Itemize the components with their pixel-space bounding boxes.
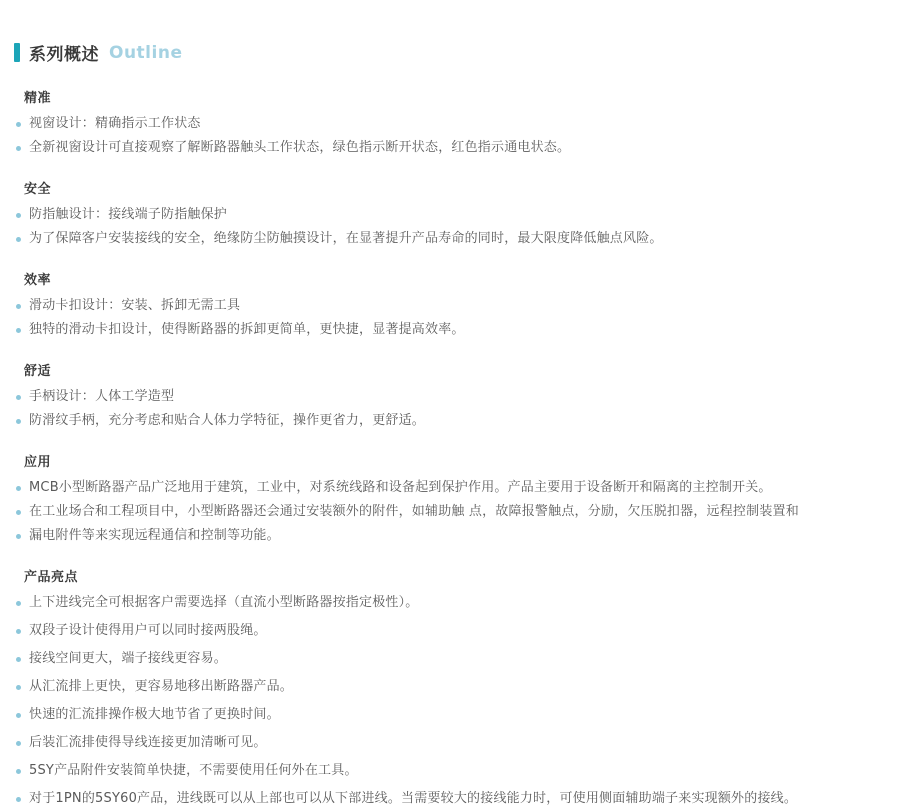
bullet-text: 快速的汇流排操作极大地节省了更换时间。	[29, 707, 280, 722]
bullet-dot-icon	[16, 769, 21, 774]
list-item	[14, 298, 890, 314]
bullet-dot-icon	[16, 237, 21, 242]
bullet-list	[14, 116, 890, 156]
bullet-text: 防指触设计：接线端子防指触保护	[29, 207, 228, 222]
list-item	[14, 679, 890, 695]
bullet-text: 手柄设计：人体工学造型	[29, 389, 175, 404]
list-item	[14, 116, 890, 132]
list-item	[14, 413, 890, 429]
bullet-list	[14, 207, 890, 247]
list-item	[14, 231, 890, 247]
bullet-list	[14, 389, 890, 429]
list-item	[14, 207, 890, 223]
bullet-list	[14, 480, 890, 544]
bullet-text: 视窗设计：精确指示工作状态	[29, 116, 201, 131]
bullet-text: 上下进线完全可根据客户需要选择（直流小型断路器按指定极性）。	[29, 595, 419, 610]
bullet-text: 双段子设计使得用户可以同时接两股绳。	[29, 623, 267, 638]
list-item	[14, 389, 890, 405]
bullet-list	[14, 595, 890, 807]
list-item	[14, 763, 890, 779]
bullet-dot-icon	[16, 328, 21, 333]
bullet-dot-icon	[16, 486, 21, 491]
section-title: 安全	[24, 182, 52, 197]
bullet-dot-icon	[16, 304, 21, 309]
bullet-dot-icon	[16, 213, 21, 218]
bullet-dot-icon	[16, 419, 21, 424]
section-title: 产品亮点	[24, 570, 79, 585]
feature-section-6	[14, 566, 890, 807]
sections-container	[14, 87, 890, 807]
bullet-text: 全新视窗设计可直接观察了解断路器触头工作状态，绿色指示断开状态，红色指示通电状态。	[29, 140, 571, 155]
bullet-dot-icon	[16, 395, 21, 400]
bullet-dot-icon	[16, 797, 21, 802]
accent-bar-icon	[14, 43, 20, 62]
bullet-text: 对于1PN的5SY60产品，进线既可以从上部也可以从下部进线。当需要较大的接线能力时，可使用侧面辅助端子来实现额外的接线。	[29, 791, 798, 806]
bullet-text: 独特的滑动卡扣设计，使得断路器的拆卸更简单，更快捷，显著提高效率。	[29, 322, 465, 337]
bullet-text: 为了保障客户安装接线的安全，绝缘防尘防触摸设计，在显著提升产品寿命的同时，最大限度降低触点风险。	[29, 231, 663, 246]
bullet-dot-icon	[16, 685, 21, 690]
bullet-text: 接线空间更大，端子接线更容易。	[29, 651, 228, 666]
list-item	[14, 791, 890, 807]
bullet-dot-icon	[16, 146, 21, 151]
list-item	[14, 528, 890, 544]
bullet-dot-icon	[16, 122, 21, 127]
feature-section-4	[14, 360, 890, 429]
bullet-text: 漏电附件等来实现远程通信和控制等功能。	[29, 528, 280, 543]
bullet-dot-icon	[16, 601, 21, 606]
bullet-list	[14, 298, 890, 338]
feature-section-2	[14, 178, 890, 247]
bullet-dot-icon	[16, 741, 21, 746]
bullet-text: 防滑纹手柄，充分考虑和贴合人体力学特征，操作更省力，更舒适。	[29, 413, 426, 428]
section-title: 精准	[24, 91, 52, 106]
list-item	[14, 651, 890, 667]
bullet-dot-icon	[16, 629, 21, 634]
section-title: 舒适	[24, 364, 52, 379]
bullet-dot-icon	[16, 510, 21, 515]
bullet-text: 5SY产品附件安装简单快捷，不需要使用任何外在工具。	[29, 763, 358, 778]
list-item	[14, 623, 890, 639]
bullet-text: 滑动卡扣设计：安装、拆卸无需工具	[29, 298, 241, 313]
list-item	[14, 480, 890, 496]
bullet-text: 在工业场合和工程项目中，小型断路器还会通过安装额外的附件，如辅助触 点，故障报警触点，分励，欠压脱扣器，远程控制装置和	[29, 504, 799, 519]
page-title: 系列概述	[29, 45, 99, 65]
page-header	[14, 40, 890, 65]
feature-section-5	[14, 451, 890, 544]
list-item	[14, 504, 890, 520]
feature-section-3	[14, 269, 890, 338]
section-title: 应用	[24, 455, 52, 470]
section-title: 效率	[24, 273, 52, 288]
bullet-text: 后装汇流排使得导线连接更加清晰可见。	[29, 735, 267, 750]
list-item	[14, 707, 890, 723]
list-item	[14, 140, 890, 156]
bullet-text: 从汇流排上更快，更容易地移出断路器产品。	[29, 679, 294, 694]
bullet-text: MCB小型断路器产品广泛地用于建筑，工业中，对系统线路和设备起到保护作用。产品主要用于设备断开和隔离的主控制开关。	[29, 480, 772, 495]
list-item	[14, 595, 890, 611]
bullet-dot-icon	[16, 534, 21, 539]
bullet-dot-icon	[16, 657, 21, 662]
page-subtitle: Outline	[109, 42, 183, 63]
feature-section-1	[14, 87, 890, 156]
list-item	[14, 735, 890, 751]
bullet-dot-icon	[16, 713, 21, 718]
list-item	[14, 322, 890, 338]
